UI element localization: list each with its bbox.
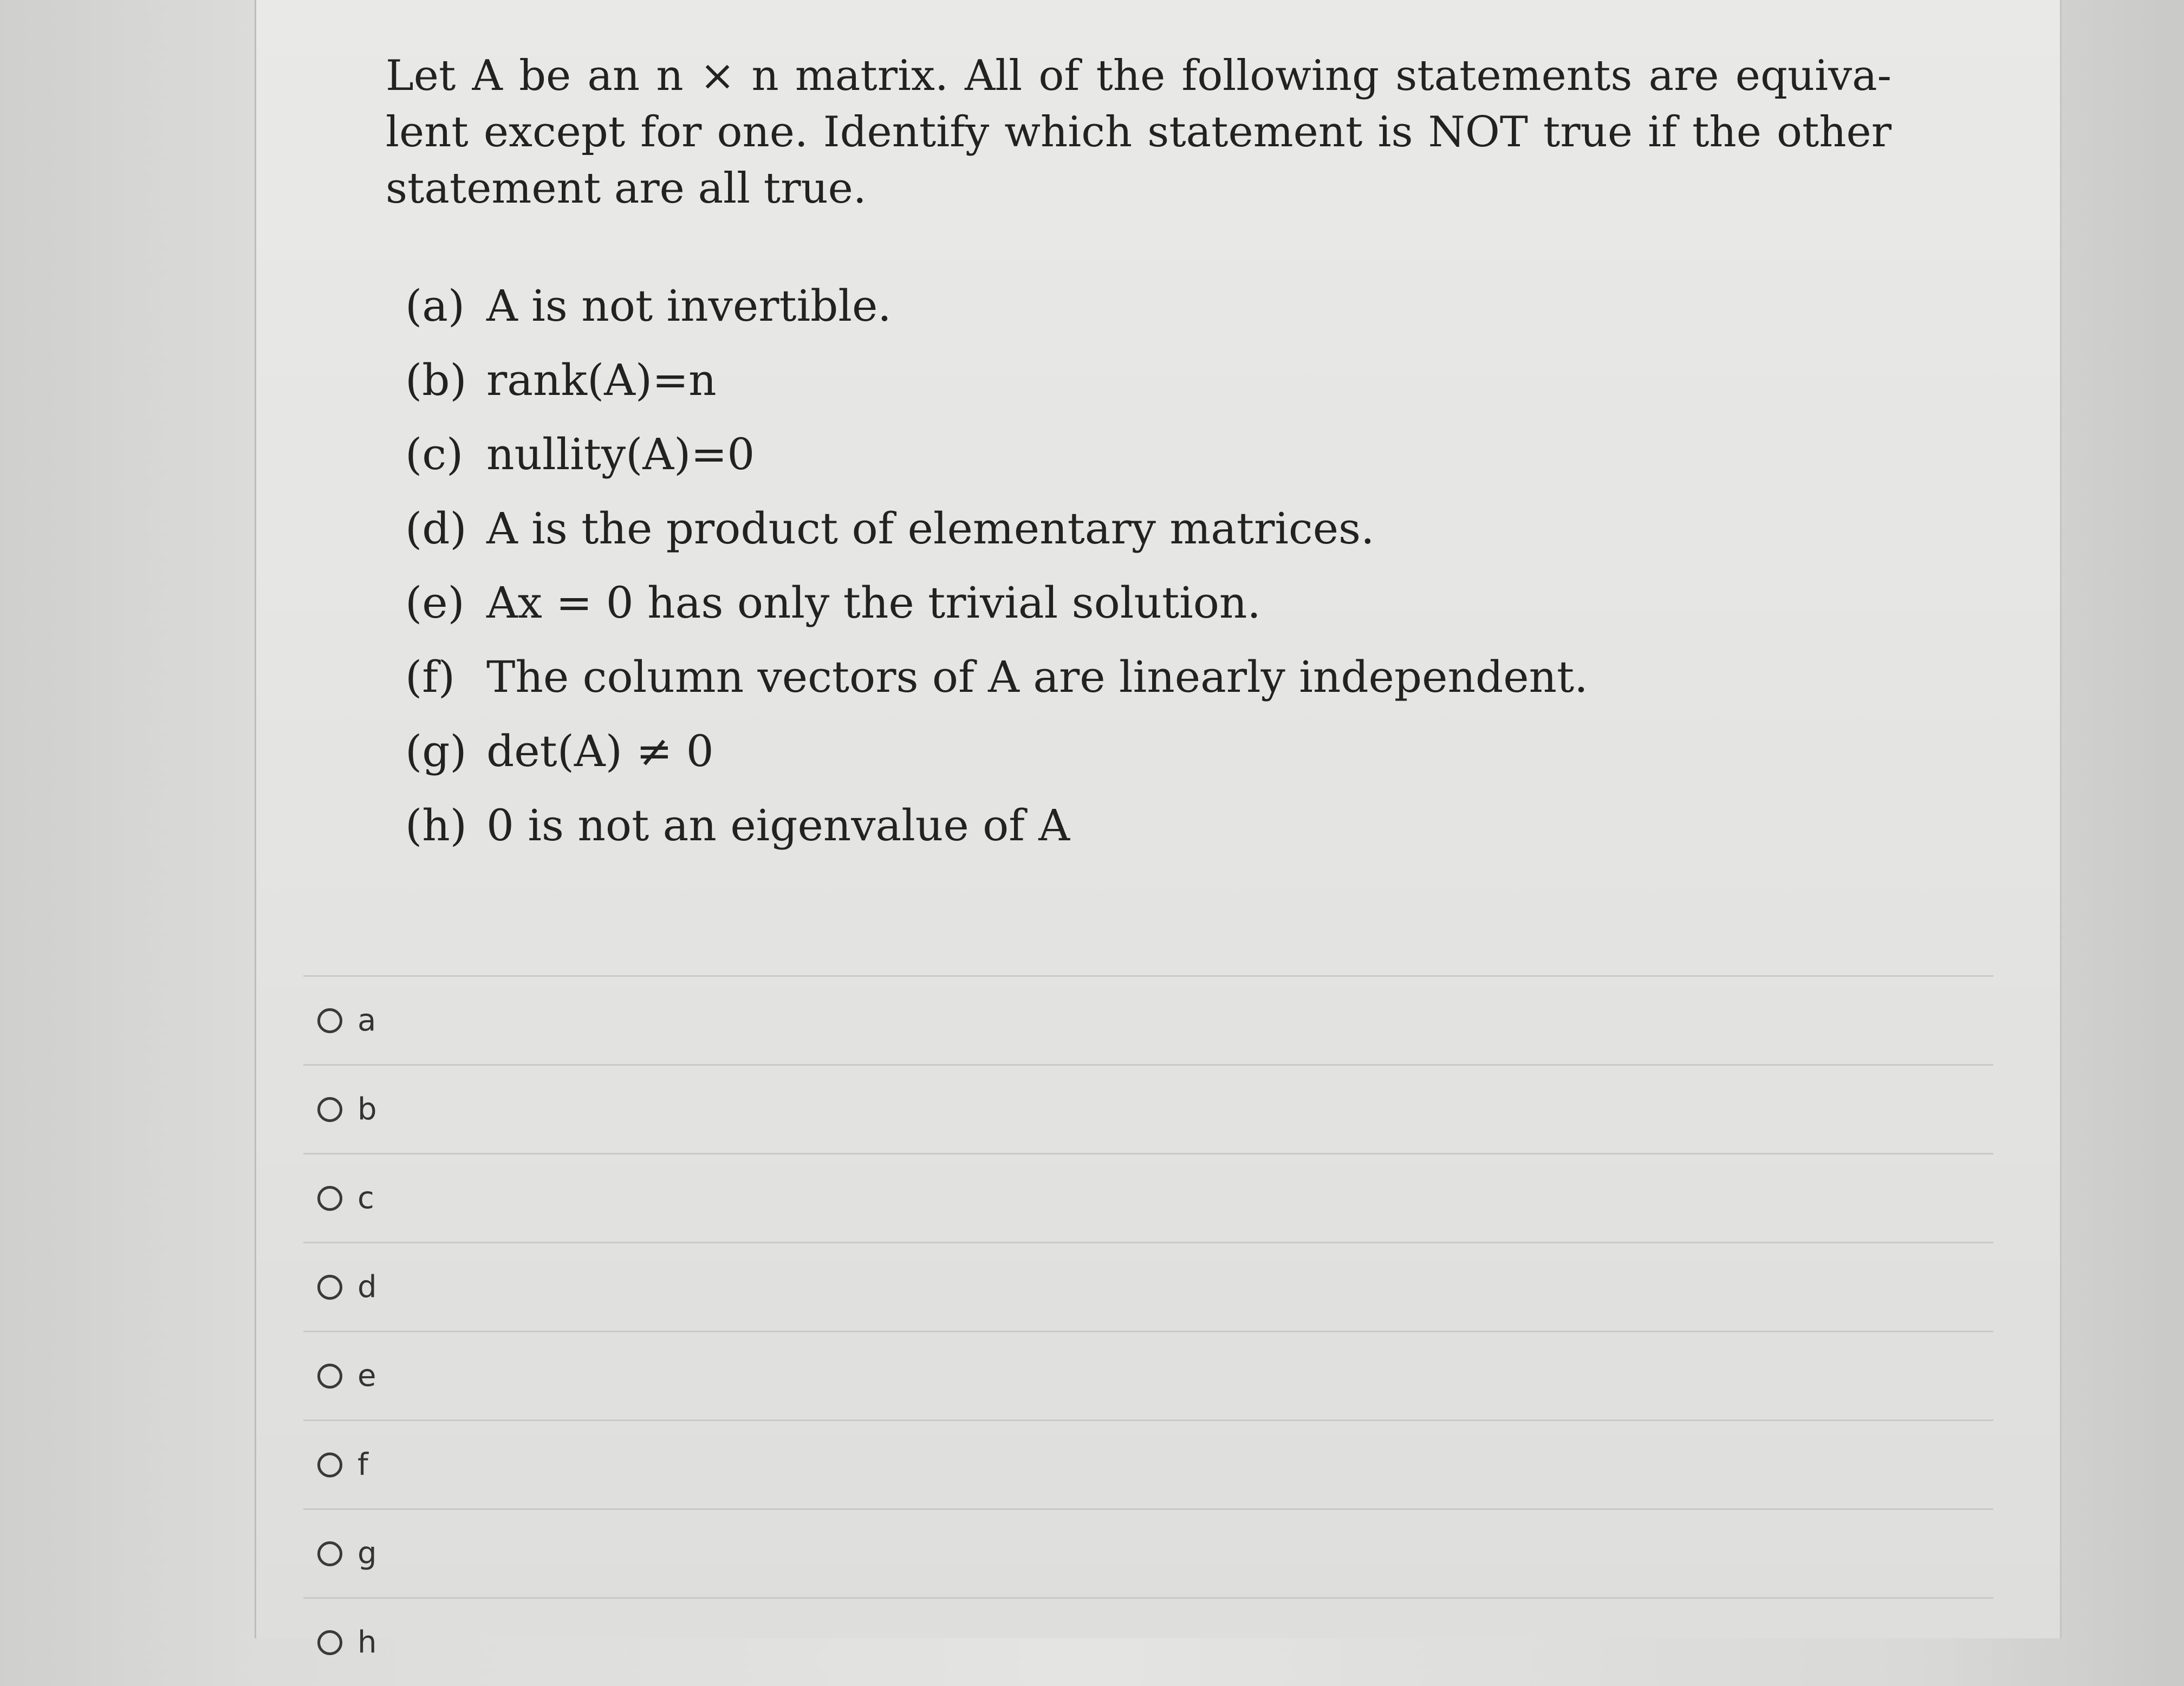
answer-choice-e[interactable] — [303, 1331, 1993, 1419]
statement-tag: (g) — [405, 726, 467, 776]
radio-button-icon[interactable] — [317, 1097, 342, 1122]
statement-tag: (b) — [405, 355, 467, 405]
statement-c — [405, 417, 1891, 491]
statement-tag: (e) — [405, 578, 465, 628]
statement-tag: (c) — [405, 429, 464, 479]
answer-choice-g[interactable] — [303, 1508, 1993, 1597]
answer-choice-c[interactable] — [303, 1153, 1993, 1242]
radio-button-icon[interactable] — [317, 1452, 342, 1477]
statement-f — [405, 640, 1891, 714]
statement-tag: (f) — [405, 652, 456, 702]
statement-text: nullity(A)=0 — [486, 429, 755, 479]
choice-label[interactable]: f — [358, 1447, 368, 1482]
question-block — [386, 48, 1891, 863]
statement-a — [405, 269, 1891, 343]
statement-text: 0 is not an eigenvalue of A — [486, 800, 1070, 851]
choice-label[interactable]: d — [358, 1269, 377, 1305]
statement-d — [405, 491, 1891, 566]
choice-label[interactable]: g — [358, 1536, 377, 1571]
radio-button-icon[interactable] — [317, 1186, 342, 1211]
statement-h — [405, 788, 1891, 863]
statement-tag: (d) — [405, 503, 467, 554]
statement-text: A is the product of elementary matrices. — [486, 503, 1375, 554]
statement-text: A is not invertible. — [486, 281, 892, 331]
statement-text: Ax = 0 has only the trivial solution. — [486, 578, 1261, 628]
choice-label[interactable]: a — [358, 1003, 376, 1038]
statement-e — [405, 566, 1891, 640]
radio-button-icon[interactable] — [317, 1275, 342, 1300]
radio-button-icon[interactable] — [317, 1008, 342, 1033]
choice-label[interactable]: c — [358, 1181, 374, 1216]
statement-b — [405, 343, 1891, 417]
answer-choice-f[interactable] — [303, 1419, 1993, 1508]
choice-label[interactable]: b — [358, 1092, 377, 1127]
statement-g — [405, 714, 1891, 788]
choice-label[interactable]: h — [358, 1625, 377, 1660]
answer-choice-h[interactable] — [303, 1597, 1993, 1686]
question-text: Let A be an n × n matrix. All of the following statements are equiva-lent except for one. Identify which statement is NOT true if the other statement are all true. — [386, 51, 1891, 213]
radio-button-icon[interactable] — [317, 1364, 342, 1389]
answer-choice-d[interactable] — [303, 1242, 1993, 1331]
statement-text: The column vectors of A are linearly independent. — [486, 652, 1588, 702]
statement-text: rank(A)=n — [486, 355, 717, 405]
statement-list — [405, 269, 1891, 863]
statement-tag: (a) — [405, 281, 465, 331]
statement-text: det(A) ≠ 0 — [486, 726, 714, 776]
answer-choices — [303, 975, 1993, 1686]
radio-button-icon[interactable] — [317, 1541, 342, 1566]
statement-tag: (h) — [405, 800, 467, 851]
choice-label[interactable]: e — [358, 1358, 376, 1393]
answer-choice-b[interactable] — [303, 1064, 1993, 1153]
answer-choice-a[interactable] — [303, 975, 1993, 1064]
radio-button-icon[interactable] — [317, 1630, 342, 1655]
